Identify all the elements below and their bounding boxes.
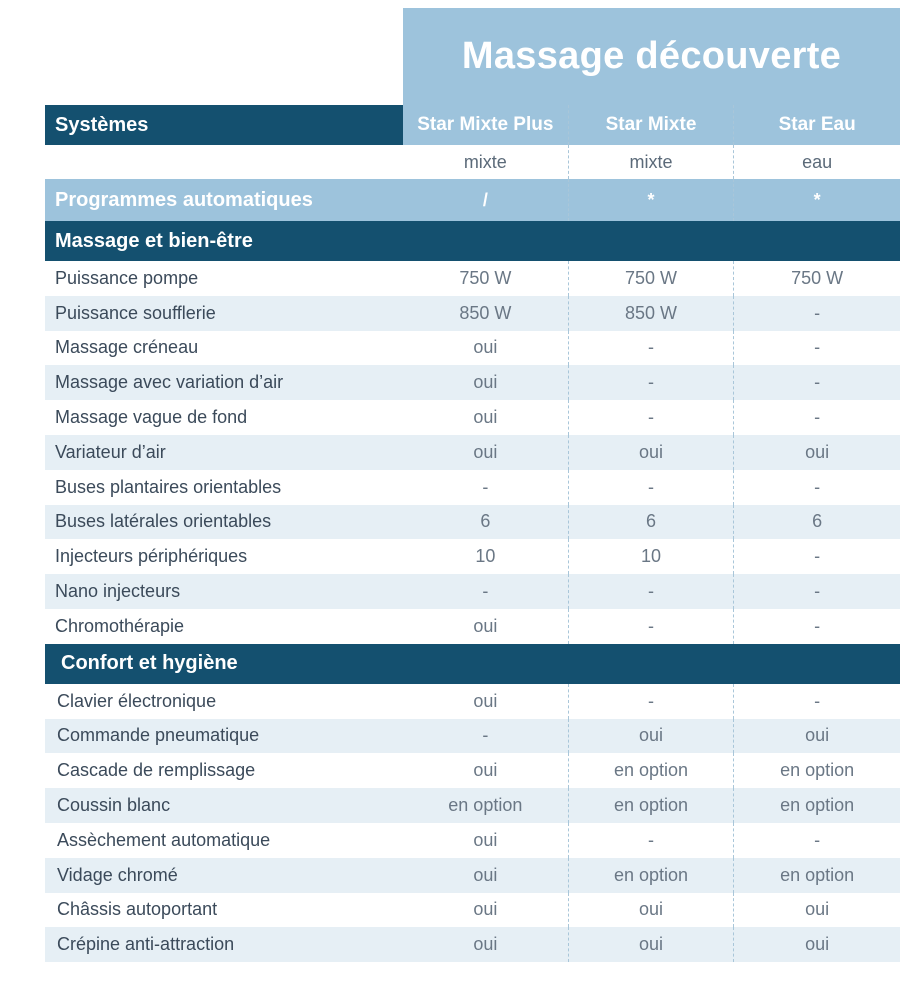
programs-row <box>45 179 900 221</box>
row-label: Massage créneau <box>45 331 403 366</box>
table-row <box>45 435 900 470</box>
cell-value: oui <box>403 400 569 435</box>
table-row <box>45 719 900 754</box>
cell-value: - <box>734 539 900 574</box>
row-label: Buses latérales orientables <box>45 505 403 540</box>
cell-value: en option <box>734 858 900 893</box>
cell-value: - <box>569 574 735 609</box>
table-row <box>45 788 900 823</box>
cell-value: 6 <box>569 505 735 540</box>
row-label: Puissance soufflerie <box>45 296 403 331</box>
table-row <box>45 684 900 719</box>
cell-value: - <box>403 470 569 505</box>
cell-value: - <box>734 470 900 505</box>
cell-value: oui <box>403 753 569 788</box>
cell-value: oui <box>403 858 569 893</box>
column-header-star-mixte-plus: Star Mixte Plus <box>403 105 569 145</box>
system-type-spacer <box>45 145 403 179</box>
cell-value: - <box>734 684 900 719</box>
table-row <box>45 823 900 858</box>
cell-value: oui <box>734 719 900 754</box>
cell-value: oui <box>403 893 569 928</box>
cell-value: 750 W <box>403 261 569 296</box>
cell-value: en option <box>569 788 735 823</box>
cell-value: - <box>734 296 900 331</box>
section-confort-rows <box>45 684 900 962</box>
row-label: Clavier électronique <box>45 684 403 719</box>
row-label: Injecteurs périphériques <box>45 539 403 574</box>
cell-value: - <box>569 609 735 644</box>
row-label: Chromothérapie <box>45 609 403 644</box>
cell-value: - <box>569 331 735 366</box>
row-label: Massage avec variation d’air <box>45 365 403 400</box>
cell-value: 6 <box>734 505 900 540</box>
system-type-value: eau <box>734 145 900 179</box>
table-row <box>45 893 900 928</box>
cell-value: oui <box>403 684 569 719</box>
table-row <box>45 470 900 505</box>
cell-value: - <box>569 400 735 435</box>
table-row <box>45 858 900 893</box>
cell-value: en option <box>569 753 735 788</box>
row-label: Variateur d’air <box>45 435 403 470</box>
column-header-star-eau: Star Eau <box>734 105 900 145</box>
section-header-massage <box>45 221 900 261</box>
row-label: Coussin blanc <box>45 788 403 823</box>
cell-value: oui <box>403 927 569 962</box>
cell-value: 6 <box>403 505 569 540</box>
cell-value: - <box>734 609 900 644</box>
row-label: Massage vague de fond <box>45 400 403 435</box>
cell-value: oui <box>403 435 569 470</box>
row-label: Crépine anti-attraction <box>45 927 403 962</box>
cell-value: - <box>403 574 569 609</box>
cell-value: oui <box>569 435 735 470</box>
table-row <box>45 609 900 644</box>
table-row <box>45 331 900 366</box>
cell-value: 750 W <box>569 261 735 296</box>
section-header-confort <box>45 644 900 684</box>
cell-value: - <box>734 365 900 400</box>
cell-value: en option <box>569 858 735 893</box>
cell-value: en option <box>403 788 569 823</box>
cell-value: oui <box>403 609 569 644</box>
cell-value: - <box>734 574 900 609</box>
cell-value: - <box>403 719 569 754</box>
cell-value: - <box>734 400 900 435</box>
cell-value: 850 W <box>403 296 569 331</box>
comparison-table <box>45 105 900 962</box>
cell-value: - <box>569 823 735 858</box>
cell-value: - <box>569 365 735 400</box>
table-row <box>45 505 900 540</box>
cell-value: 750 W <box>734 261 900 296</box>
programs-value: * <box>734 179 900 221</box>
section-title: Massage et bien-être <box>45 221 900 261</box>
row-label: Buses plantaires orientables <box>45 470 403 505</box>
section-massage-rows <box>45 261 900 644</box>
row-label: Nano injecteurs <box>45 574 403 609</box>
cell-value: - <box>734 331 900 366</box>
programs-value: / <box>403 179 569 221</box>
cell-value: 850 W <box>569 296 735 331</box>
row-label: Commande pneumatique <box>45 719 403 754</box>
row-label: Vidage chromé <box>45 858 403 893</box>
table-row <box>45 400 900 435</box>
cell-value: oui <box>403 823 569 858</box>
cell-value: oui <box>569 719 735 754</box>
table-row <box>45 927 900 962</box>
cell-value: - <box>569 470 735 505</box>
section-title: Confort et hygiène <box>45 644 900 684</box>
page-title: Massage découverte <box>461 35 842 77</box>
cell-value: oui <box>403 365 569 400</box>
cell-value: en option <box>734 788 900 823</box>
cell-value: oui <box>569 893 735 928</box>
cell-value: oui <box>403 331 569 366</box>
table-row <box>45 261 900 296</box>
row-label: Châssis autoportant <box>45 893 403 928</box>
cell-value: - <box>734 823 900 858</box>
system-type-value: mixte <box>569 145 735 179</box>
system-type-value: mixte <box>403 145 569 179</box>
cell-value: oui <box>734 893 900 928</box>
programs-value: * <box>569 179 735 221</box>
column-header-star-mixte: Star Mixte <box>569 105 735 145</box>
table-row <box>45 296 900 331</box>
cell-value: 10 <box>403 539 569 574</box>
cell-value: oui <box>734 927 900 962</box>
cell-value: en option <box>734 753 900 788</box>
cell-value: oui <box>734 435 900 470</box>
table-row <box>45 574 900 609</box>
table-row <box>45 753 900 788</box>
cell-value: 10 <box>569 539 735 574</box>
row-label: Puissance pompe <box>45 261 403 296</box>
title-block <box>403 8 900 105</box>
table-row <box>45 365 900 400</box>
systems-label: Systèmes <box>45 105 403 145</box>
programs-label: Programmes automatiques <box>45 179 403 221</box>
systems-header-row <box>45 105 900 145</box>
system-type-row <box>45 145 900 179</box>
row-label: Cascade de remplissage <box>45 753 403 788</box>
table-row <box>45 539 900 574</box>
row-label: Assèchement automatique <box>45 823 403 858</box>
cell-value: - <box>569 684 735 719</box>
cell-value: oui <box>569 927 735 962</box>
